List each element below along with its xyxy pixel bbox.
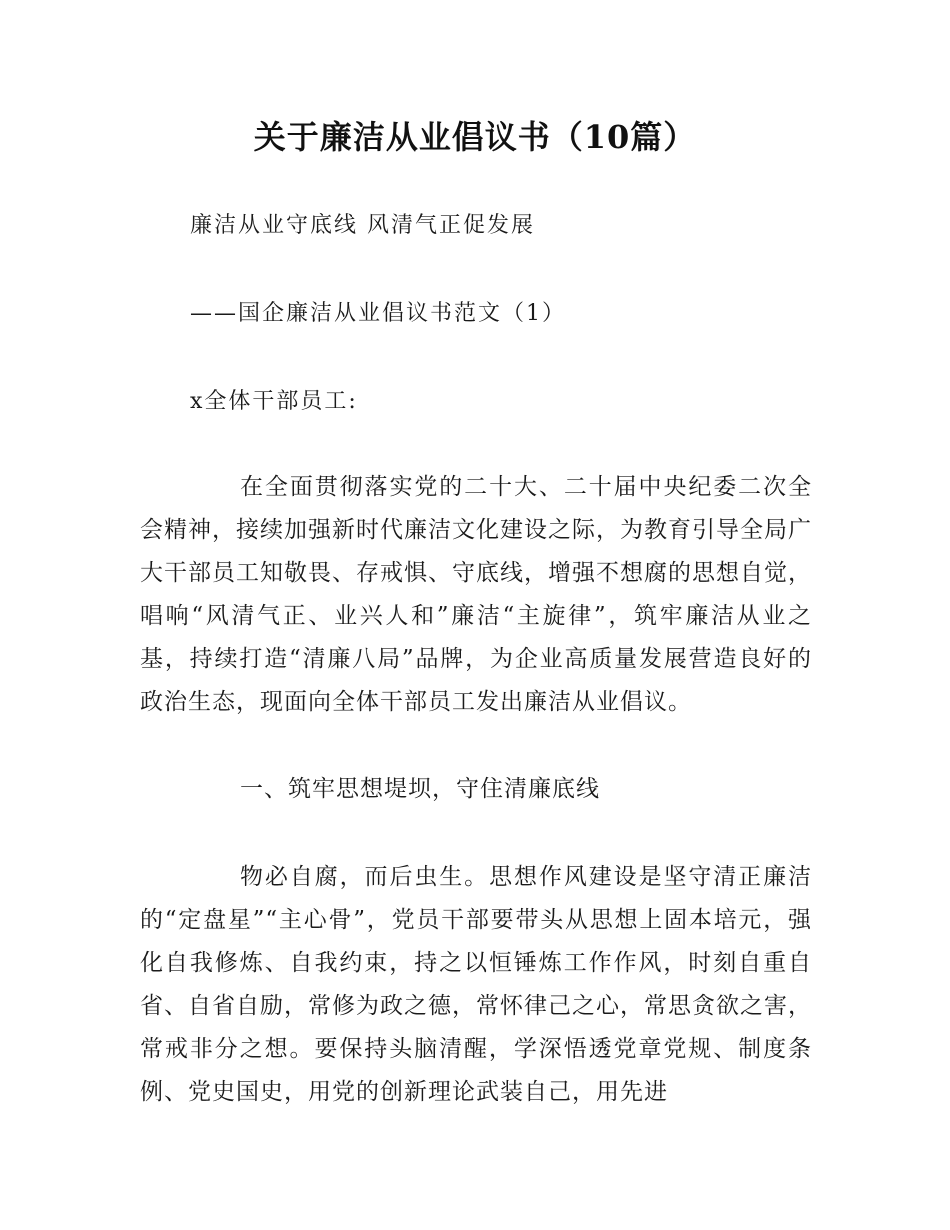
document-title: 关于廉洁从业倡议书（10篇） (253, 118, 697, 156)
body-paragraph-2: 物必自腐，而后虫生。思想作风建设是坚守清正廉洁的“定盘星”“主心骨”，党员干部要带头从思想上固本培元，强化自我修炼、自我约束，持之以恒锤炼工作作风，时刻自重自省、自省自励，常修为政之德，常怀律己之心，常思贪欲之害，常戒非分之想。要保持头脑清醒，学深悟透党章党规、制度条例、党史国史，用党的创新理论武装自己，用先进 (140, 864, 812, 1105)
document-subtitle: 廉洁从业守底线 风清气正促发展 (190, 213, 535, 238)
body-paragraph-1: 在全面贯彻落实党的二十大、二十届中央纪委二次全会精神，接续加强新时代廉洁文化建设之际，为教育引导全局广大干部员工知敬畏、存戒惧、守底线，增强不想腐的思想自觉，唱响“风清气正、业兴人和”廉洁“主旋律”，筑牢廉洁从业之基，持续打造“清廉八局”品牌，为企业高质量发展营造良好的政治生态，现面向全体干部员工发出廉洁从业倡议。 (140, 474, 812, 715)
salutation: x全体干部员工: (190, 389, 358, 414)
section-heading-1: 一、筑牢思想堤坝，守住清廉底线 (240, 776, 600, 802)
document-subheading: ——国企廉洁从业倡议书范文（1） (190, 301, 566, 326)
